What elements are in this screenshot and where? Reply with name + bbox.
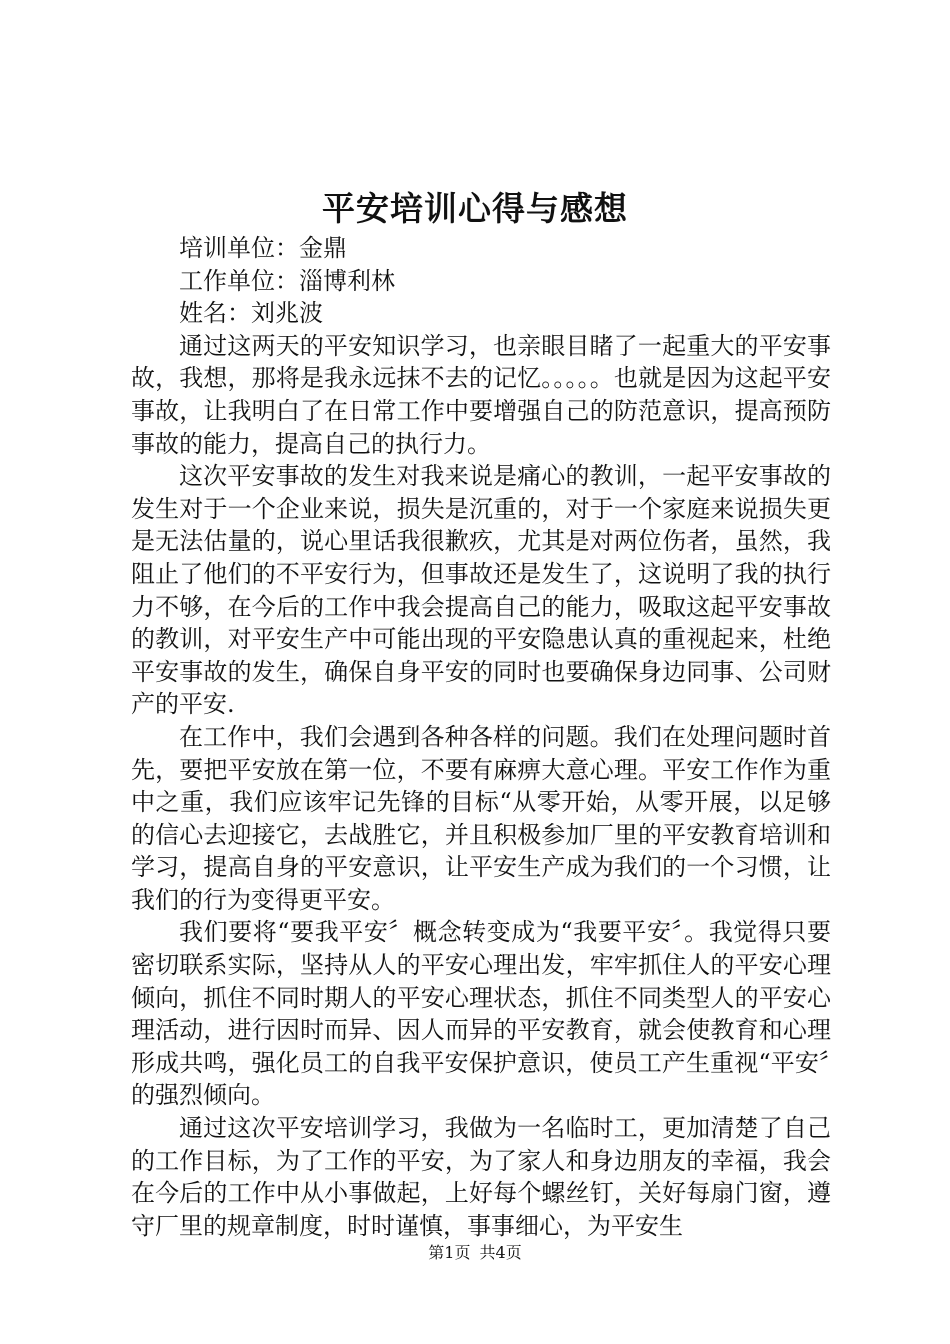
page-total: 共4页 — [479, 1243, 522, 1262]
paragraph: 通过这次平安培训学习，我做为一名临时工，更加清楚了自己的工作目标，为了工作的平安，为了家人和身边朋友的幸福，我会在今后的工作中从小事做起，上好每个螺丝钉，关好每扇门窗，遵守厂里的规章制度，时时谨慎，事事细心，为平安生 — [131, 1114, 831, 1240]
meta-training-unit: 培训单位：金鼎 — [179, 234, 347, 262]
meta-work-unit: 工作单位：淄博利林 — [179, 266, 395, 295]
paragraph: 我们要将“要我平安〞概念转变成为“我要平安〞。我觉得只要密切联系实际，坚持从人的平安心理出发，牢牢抓住人的平安心理倾向，抓住不同时期人的平安心理状态，抓住不同类型人的平安心理活动，进行因时而异、因人而异的平安教育，就会使教育和心理形成共鸣，强化员工的自我平安保护意识，使员工产生重视“平安〞的强烈倾向。 — [131, 918, 831, 1110]
document-body — [131, 232, 831, 1242]
page-number: 第1页 — [428, 1243, 471, 1262]
meta-author-name: 姓名：刘兆波 — [179, 299, 323, 328]
paragraph: 在工作中，我们会遇到各种各样的问题。我们在处理问题时首先，要把平安放在第一位，不要有麻痹大意心理。平安工作作为重中之重，我们应该牢记先锋的目标“从零开始，从零开展，以足够的信心去迎接它，去战胜它，并且积极参加厂里的平安教育培训和学习，提高自身的平安意识，让平安生产成为我们的一个习惯，让我们的行为变得更平安。 — [131, 722, 831, 914]
page-footer — [0, 1243, 950, 1263]
paragraph: 这次平安事故的发生对我来说是痛心的教训，一起平安事故的发生对于一个企业来说，损失是沉重的，对于一个家庭来说损失更是无法估量的，说心里话我很歉疚，尤其是对两位伤者，虽然，我阻止了他们的不平安行为，但事故还是发生了，这说明了我的执行力不够，在今后的工作中我会提高自己的能力，吸取这起平安事故的教训，对平安生产中可能出现的平安隐患认真的重视起来，杜绝平安事故的发生，确保自身平安的同时也要确保身边同事、公司财产的平安. — [131, 462, 831, 719]
document-title: 平安培训心得与感想 — [322, 189, 628, 228]
paragraph: 通过这两天的平安知识学习，也亲眼目睹了一起重大的平安事故，我想，那将是我永远抹不去的记忆。。。。。也就是因为这起平安事故，让我明白了在日常工作中要增强自己的防范意识，提高预防事故的能力，提高自己的执行力。 — [131, 331, 831, 458]
